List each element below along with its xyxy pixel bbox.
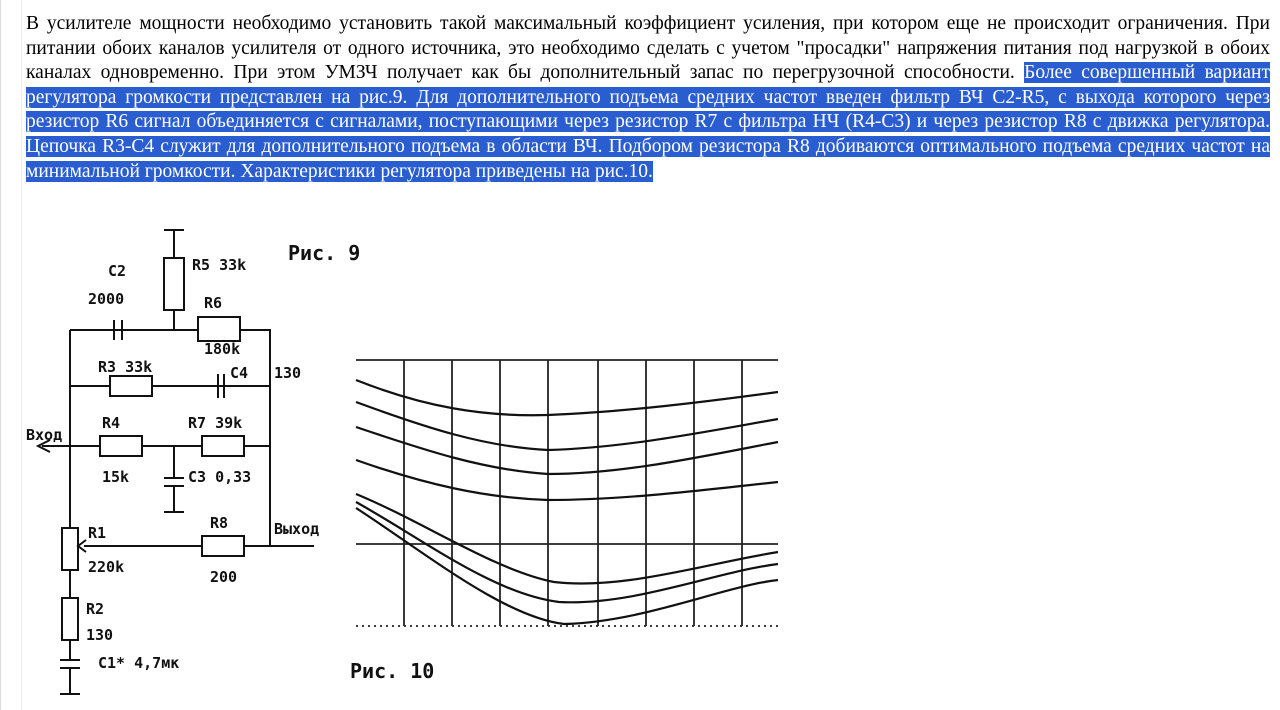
r4-value-label: 15k <box>102 468 130 486</box>
c3-label: C3 0,33 <box>188 468 252 486</box>
r2-value-label: 130 <box>86 626 114 644</box>
r4-label: R4 <box>102 414 121 432</box>
r6-value-label: 180k <box>204 340 241 358</box>
circuit-schematic <box>38 230 314 694</box>
r8-label: R8 <box>210 514 229 532</box>
left-margin-rule <box>0 0 1 710</box>
r5-label: R5 33k <box>192 256 247 274</box>
figure-area <box>24 222 784 710</box>
r7-label: R7 39k <box>188 414 243 432</box>
r6-label: R6 <box>204 294 223 312</box>
r2-label: R2 <box>86 600 105 618</box>
c2-value-label: 2000 <box>88 290 125 308</box>
r3-label: R3 33k <box>98 358 153 376</box>
output-label: Выход <box>274 520 320 538</box>
c2-label: C2 <box>108 262 127 280</box>
paragraph-text: В усилителе мощности необходимо установить такой максимальный коэффициент усиления, при котором еще не происходит ограничения. При питании обоих каналов усилителя от одного источника, это необходимо сделать с учетом "просадки" напряжения питания под нагрузкой в обоих каналах одновременно. При этом УМЗЧ получает как бы дополнительный запас по перегрузочной способности. <box>26 13 1270 84</box>
document-page <box>26 12 1270 184</box>
figure9-caption: Рис. 9 <box>288 241 361 265</box>
chart-curves <box>356 380 778 624</box>
r1-value-label: 220k <box>88 558 125 576</box>
c4-label: C4 <box>230 364 249 382</box>
r8-value-label: 200 <box>210 568 238 586</box>
circuit-and-chart-figure <box>24 222 784 710</box>
selected-text[interactable]: Более совершенный вариант регулятора громкости представлен на рис.9. Для дополнительного подъема средних частот введен фильтр ВЧ C2-R5, с выхода которого через резистор R6 сигнал объединяется с сигналами, поступающими через резистор R7 с фильтра НЧ (R4-C3) и через резистор R8 с движка регулятора. Цепочка R3-C4 служит для дополнительного подъема в области ВЧ. Подбором резистора R8 добиваются оптимального подъема средних частот на минимальной громкости. Характеристики регулятора приведены на рис.10. <box>26 62 1271 182</box>
c1-label: C1* 4,7мк <box>98 654 180 672</box>
left-margin-rule-inner <box>21 0 22 710</box>
input-label: Вход <box>26 426 63 444</box>
c4-value-label: 130 <box>274 364 302 382</box>
figure10-caption: Рис. 10 <box>350 659 435 683</box>
r1-label: R1 <box>88 524 107 542</box>
response-curves-chart <box>356 360 778 626</box>
article-paragraph[interactable] <box>26 12 1270 184</box>
